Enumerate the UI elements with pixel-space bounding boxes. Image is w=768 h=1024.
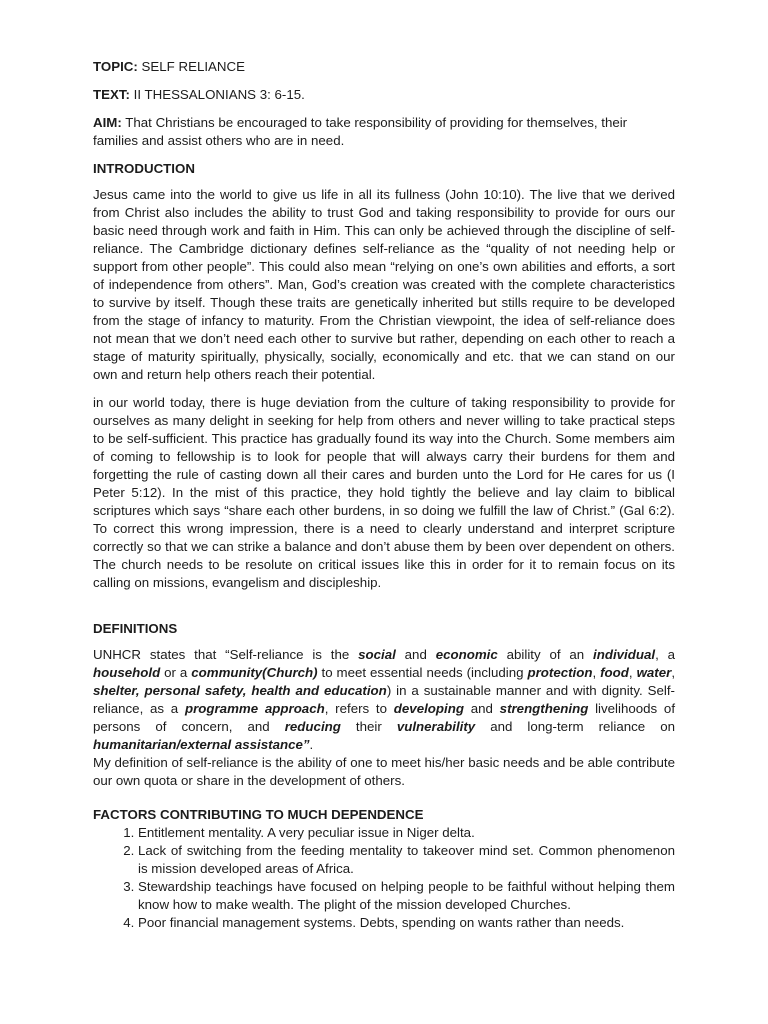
definition-emphasis: community(Church) bbox=[191, 665, 318, 680]
definition-text: and bbox=[395, 647, 436, 662]
definition-emphasis: reducing bbox=[284, 719, 341, 734]
unhcr-definition bbox=[93, 646, 675, 754]
definition-text: . bbox=[309, 737, 314, 752]
definition-emphasis: food bbox=[600, 665, 629, 680]
definition-emphasis: social bbox=[358, 647, 396, 662]
definition-emphasis: household bbox=[93, 665, 161, 680]
text-value: II THESSALONIANS 3: 6-15. bbox=[129, 87, 305, 102]
definition-text: or a bbox=[160, 665, 192, 680]
definition-emphasis: economic bbox=[435, 647, 498, 662]
definition-emphasis: individual bbox=[593, 647, 656, 662]
definition-emphasis: developing bbox=[393, 701, 464, 716]
definition-text: and long-term reliance on bbox=[475, 719, 675, 734]
definition-emphasis: programme approach bbox=[184, 701, 325, 716]
my-definition: My definition of self-reliance is the ability of one to meet his/her basic needs and be able contribute our own quota or share in the development of others. bbox=[93, 755, 675, 788]
text-label: TEXT: bbox=[93, 87, 130, 102]
text-line bbox=[93, 86, 675, 104]
aim-label: AIM: bbox=[93, 115, 122, 130]
definition-text: and bbox=[463, 701, 500, 716]
introduction-paragraph-1: Jesus came into the world to give us life in all its fullness (John 10:10). The live that we derived from Christ also includes the ability to trust God and taking responsibility to provide for ours our basic need through work and faith in Him. This can only be achieved through the discipline of self-reliance. The Cambridge dictionary defines self-reliance as the “quality of not needing help or support from other people”. This could also mean “relying on one’s own abilities and efforts, a sort of independence from others”. Man, God’s creation was created with the complete characteristics to survive by itself. Though these traits are genetically inherited but stills require to be developed from the stage of infancy to maturity. From the Christian viewpoint, the idea of self-reliance does not mean that we don’t need each other to survive but rather, depending on each other to reach a stage of maturity spiritually, physically, socially, economically and etc. that we can stand on our own and return help others reach their potential. bbox=[93, 187, 675, 382]
definition-text: to meet essential needs (including bbox=[317, 665, 528, 680]
definition-emphasis: shelter, personal safety, health and education bbox=[93, 683, 387, 698]
definition-emphasis: strengthening bbox=[499, 701, 589, 716]
list-item: 3. Stewardship teachings have focused on helping people to be faithful without helping them know how to make wealth. The plight of the mission developed Churches. bbox=[138, 878, 675, 914]
definition-text: their bbox=[340, 719, 397, 734]
factors-heading: FACTORS CONTRIBUTING TO MUCH DEPENDENCE bbox=[93, 807, 424, 822]
definition-text: , bbox=[628, 665, 637, 680]
definitions-heading: DEFINITIONS bbox=[93, 621, 178, 636]
definition-text: , refers to bbox=[324, 701, 394, 716]
definition-text: , bbox=[592, 665, 601, 680]
definition-text: ability of an bbox=[497, 647, 594, 662]
definition-text: livelihoods of persons of concern, and bbox=[93, 701, 676, 734]
introduction-heading: INTRODUCTION bbox=[93, 161, 195, 176]
aim-value: That Christians be encouraged to take responsibility of providing for themselves, their families and assist others who are in need. bbox=[93, 115, 628, 148]
definition-emphasis: vulnerability bbox=[396, 719, 476, 734]
spacer bbox=[93, 790, 675, 806]
definition-emphasis: water bbox=[636, 665, 672, 680]
list-item: 1. Entitlement mentality. A very peculiar issue in Niger delta. bbox=[138, 824, 675, 842]
topic-line bbox=[93, 58, 675, 76]
topic-value: SELF RELIANCE bbox=[137, 59, 245, 74]
definition-text: UNHCR states that “Self-reliance is the bbox=[93, 647, 359, 662]
list-item: 2. Lack of switching from the feeding mentality to takeover mind set. Common phenomenon is mission developed areas of Africa. bbox=[138, 842, 675, 878]
definition-text: ) in a sustainable manner and with dignity. Self-reliance, as a bbox=[93, 683, 675, 716]
definition-emphasis: protection bbox=[527, 665, 593, 680]
list-item: 4. Poor financial management systems. Debts, spending on wants rather than needs. bbox=[138, 914, 675, 932]
aim-line bbox=[93, 114, 675, 150]
definition-emphasis: humanitarian/external assistance” bbox=[93, 737, 310, 752]
definition-text: , bbox=[671, 665, 676, 680]
factors-list bbox=[93, 824, 675, 932]
introduction-paragraph-2: in our world today, there is huge deviation from the culture of taking responsibility to provide for ourselves as many delight in seeking for help from others and never willing to take practical steps to be self-sufficient. This practice has gradually found its way into the Church. Some members aim of coming to fellowship is to look for people that will always carry their burdens for them and forgetting the rule of casting down all their cares and burden unto the Lord for He cares for us (I Peter 5:12). In the mist of this practice, they hold tightly the believe and lay claim to biblical scriptures which says “share each other burdens, in so doing we fulfill the law of Christ.” (Gal 6:2). To correct this wrong impression, there is a need to clearly understand and interpret scripture correctly so that we can strike a balance and don’t abuse them by been over dependent on others. The church needs to be resolute on critical issues like this in order for it to remain focus on its calling on missions, evangelism and discipleship. bbox=[93, 395, 675, 590]
spacer bbox=[93, 592, 675, 620]
topic-label: TOPIC: bbox=[93, 59, 138, 74]
definition-text: , a bbox=[655, 647, 676, 662]
